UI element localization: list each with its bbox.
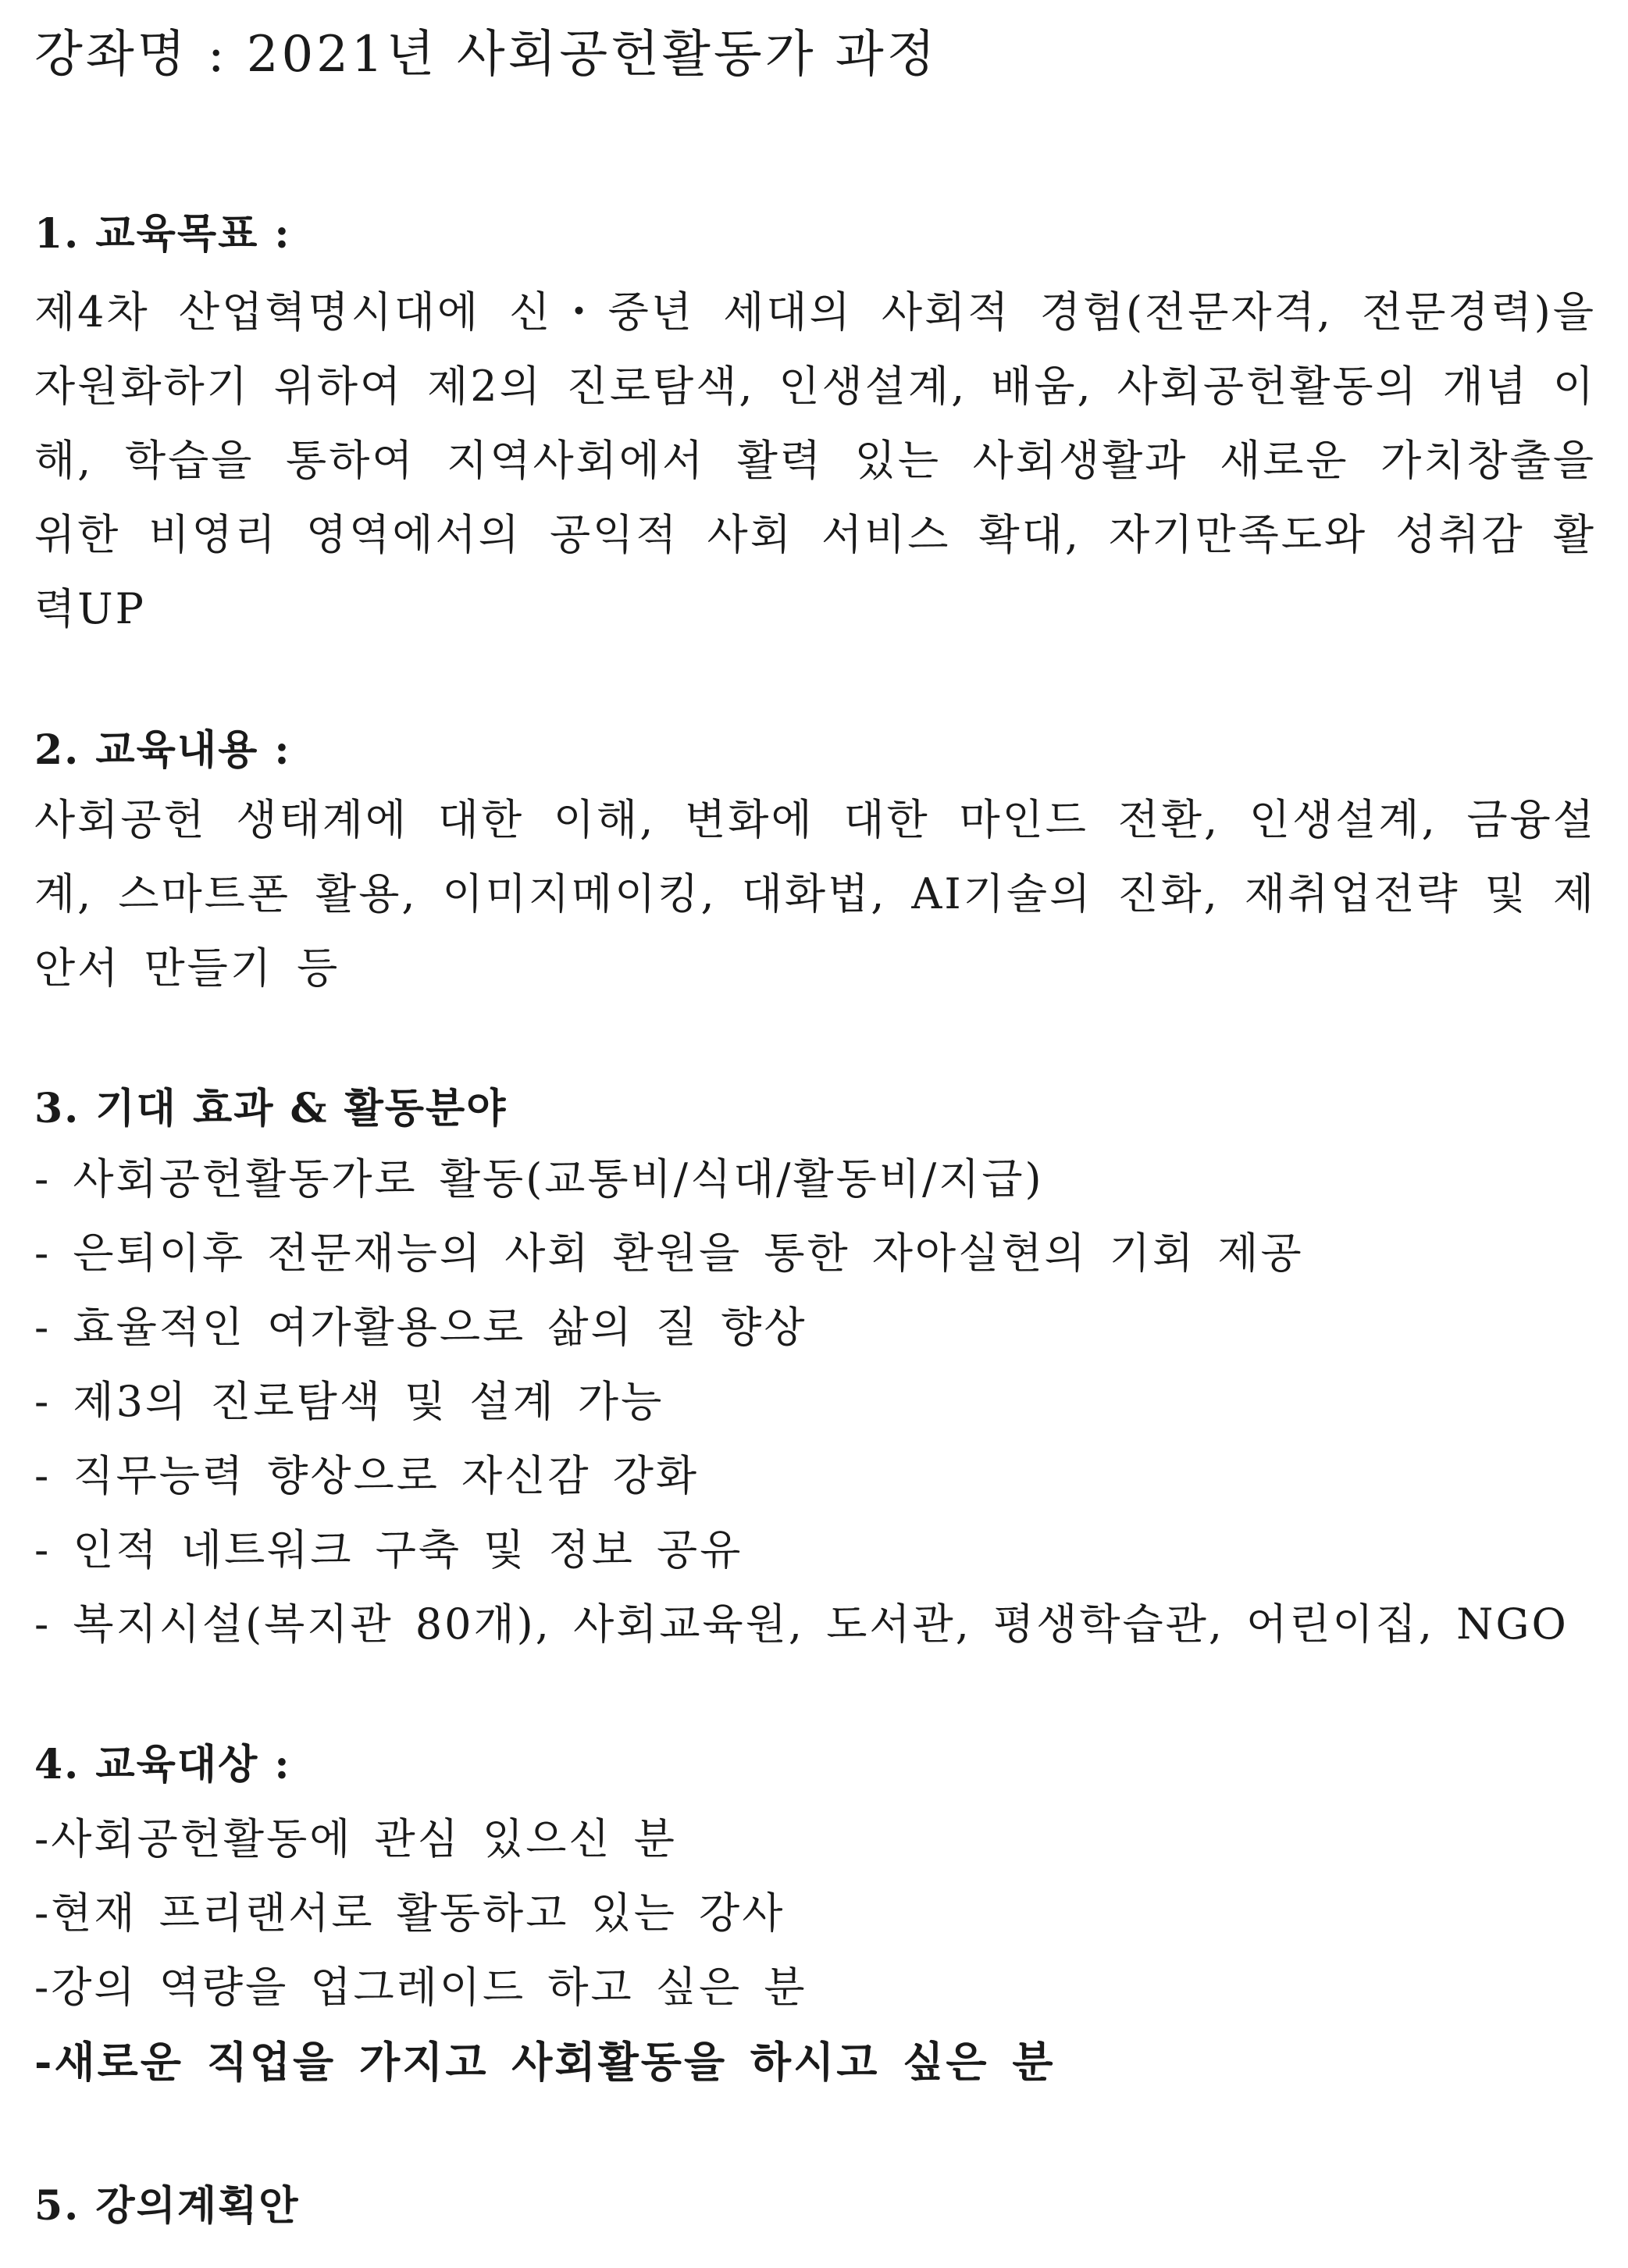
section-body-goals: 제4차 산업혁명시대에 신・중년 세대의 사회적 경험(전문자격, 전문경력)을 자원화하기 위하여 제2의 진로탐색, 인생설계, 배움, 사회공헌활동의 개념 이해, 학습을 통하여 지역사회에서 활력 있는 사회생활과 새로운 가치창출을 위한 비영리 영역에서의 공익적 사회 서비스 확대, 자기만족도와 성취감 활력UP (34, 287, 1596, 633)
section-heading-content: 2. 교육내용 : (34, 726, 291, 774)
section-body-content: 사회공헌 생태계에 대한 이해, 변화에 대한 마인드 전환, 인생설계, 금융설계, 스마트폰 활용, 이미지메이킹, 대화법, AI기술의 진화, 재취업전략 및 제안서 만들기 등 (34, 795, 1596, 993)
list-item: - 인적 네트워크 구축 및 정보 공유 (34, 1525, 743, 1574)
list-item: -강의 역량을 업그레이드 하고 싶은 분 (34, 1963, 807, 2012)
list-item: -현재 프리랜서로 활동하고 있는 강사 (34, 1888, 786, 1938)
list-item: - 사회공헌활동가로 활동(교통비/식대/활동비/지급) (34, 1154, 1044, 1204)
list-item: - 직무능력 향상으로 자신감 강화 (34, 1451, 700, 1500)
section-heading-goals: 1. 교육목표 : (34, 210, 291, 258)
list-item: - 은퇴이후 전문재능의 사회 환원을 통한 자아실현의 기회 제공 (34, 1228, 1304, 1278)
section-heading-target: 4. 교육대상 : (34, 1741, 291, 1788)
list-item: - 복지시설(복지관 80개), 사회교육원, 도서관, 평생학습관, 어린이집, NGO (34, 1599, 1569, 1649)
section-heading-effects: 3. 기대 효과 & 활동분야 (34, 1085, 508, 1132)
list-item-emphasized: -새로운 직업을 가지고 사회활동을 하시고 싶은 분 (34, 2037, 1056, 2087)
list-item: - 제3의 진로탐색 및 설계 가능 (34, 1377, 664, 1426)
document-title: 강좌명 : 2021년 사회공헌활동가 과정 (34, 26, 939, 84)
list-item: -사회공헌활동에 관심 있으신 분 (34, 1814, 677, 1863)
list-item: - 효율적인 여가활용으로 삶의 질 향상 (34, 1303, 807, 1352)
section-heading-plan: 5. 강의계획안 (34, 2182, 300, 2230)
